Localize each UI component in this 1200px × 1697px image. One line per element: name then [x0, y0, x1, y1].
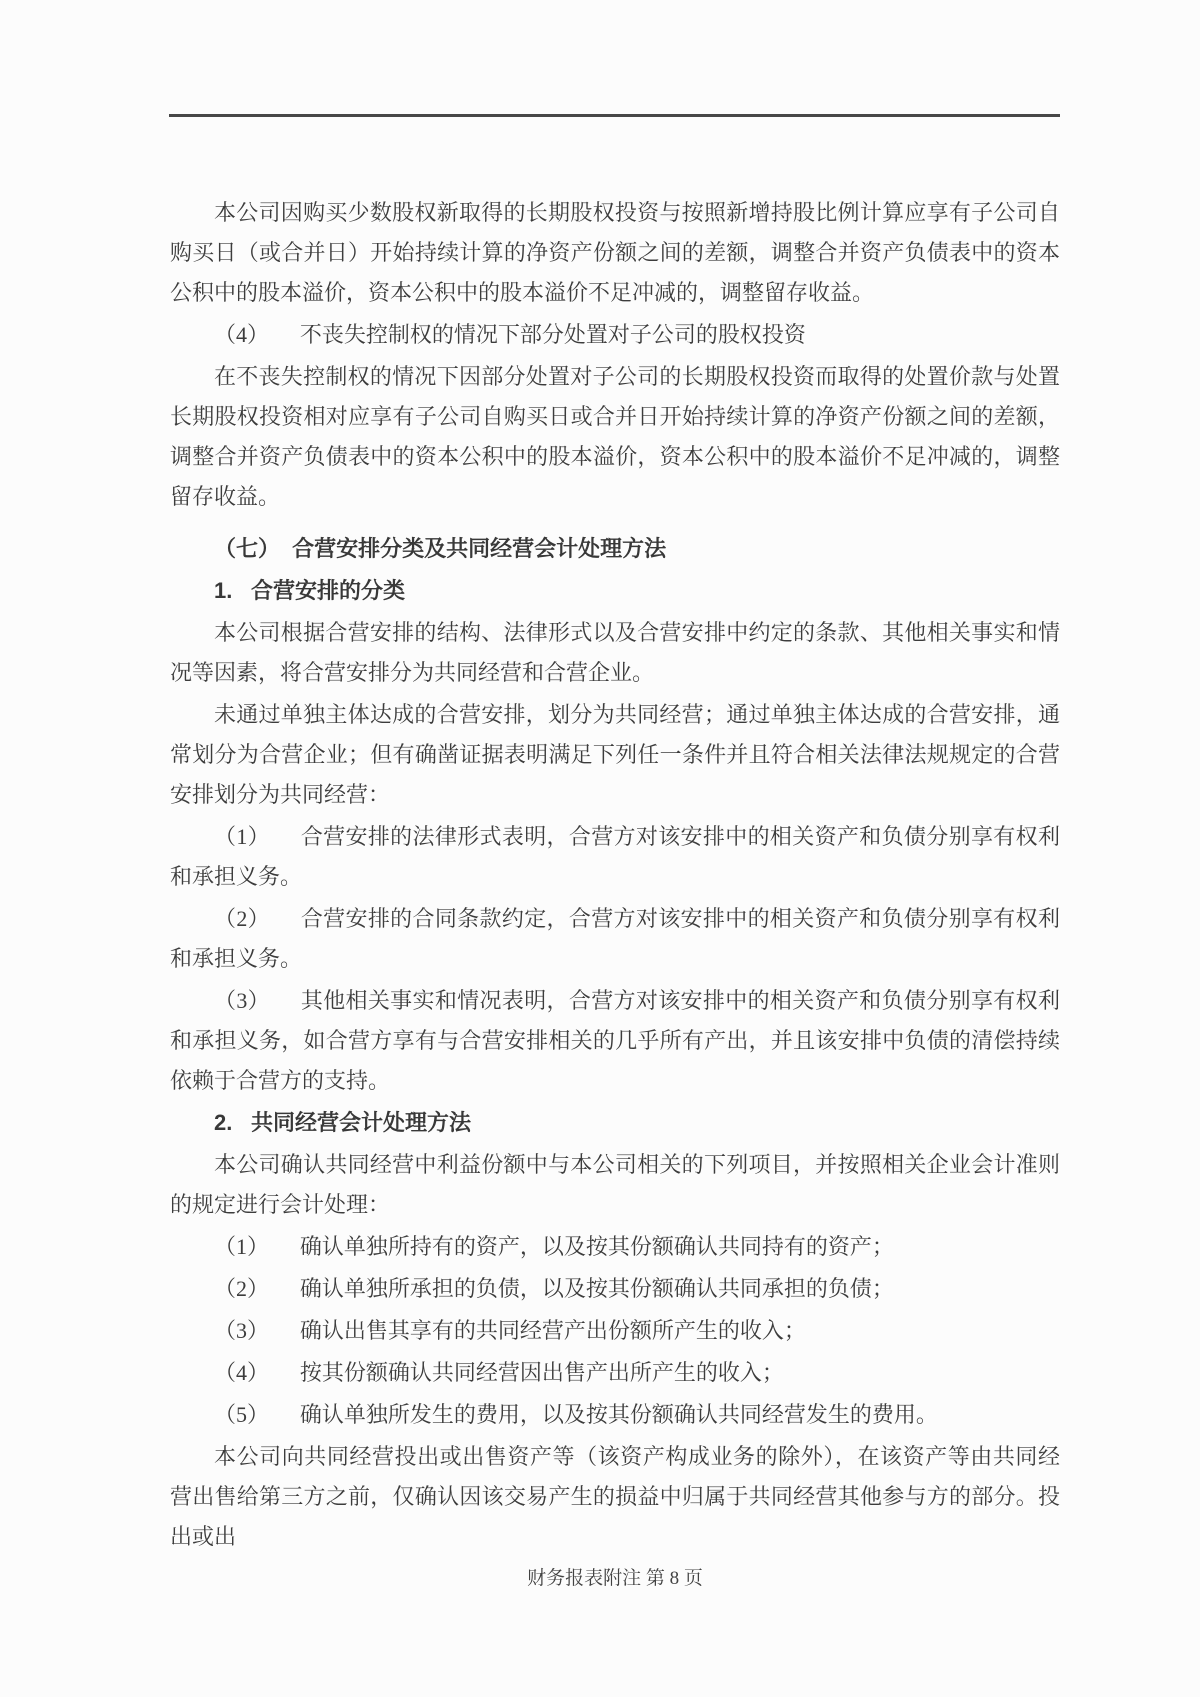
footer-text: 财务报表附注 第 8 页 [527, 1568, 703, 1589]
item-text: 按其份额确认共同经营因出售产出所产生的收入； [299, 1360, 784, 1385]
item-number: （1） [214, 824, 271, 849]
numbered-item [170, 1269, 1060, 1309]
section-heading [170, 529, 1060, 569]
numbered-item [170, 1395, 1060, 1435]
item-number: （4） [214, 322, 270, 347]
body-paragraph: 本公司根据合营安排的结构、法律形式以及合营安排中约定的条款、其他相关事实和情况等因素，将合营安排分为共同经营和合营企业。 [170, 620, 1060, 685]
item-text: 其他相关事实和情况表明，合营方对该安排中的相关资产和负债分别享有权利和承担义务，如合营方享有与合营安排相关的几乎所有产出，并且该安排中负债的清偿持续依赖于合营方的支持。 [170, 988, 1060, 1093]
item-number: （2） [214, 906, 271, 931]
item-text: 合营安排的法律形式表明，合营方对该安排中的相关资产和负债分别享有权利和承担义务。 [170, 824, 1060, 889]
document-body [170, 193, 1060, 1559]
section-title: 合营安排分类及共同经营会计处理方法 [292, 536, 667, 561]
subsection-number: 2. [214, 1110, 233, 1135]
body-paragraph: 在不丧失控制权的情况下因部分处置对子公司的长期股权投资而取得的处置价款与处置长期股权投资相对应享有子公司自购买日或合并日开始持续计算的净资产份额之间的差额，调整合并资产负债表中的资本公积中的股本溢价，资本公积中的股本溢价不足冲减的，调整留存收益。 [170, 364, 1060, 509]
item-text: 确认单独所发生的费用，以及按其份额确认共同经营发生的费用。 [299, 1402, 938, 1427]
body-paragraph: 本公司确认共同经营中利益份额中与本公司相关的下列项目，并按照相关企业会计准则的规定进行会计处理： [170, 1152, 1060, 1217]
numbered-item [170, 1227, 1060, 1267]
page-footer [170, 1564, 1060, 1594]
item-number: （2） [214, 1276, 270, 1301]
section-number: （七） [214, 536, 281, 561]
numbered-item [170, 1353, 1060, 1393]
numbered-item [170, 817, 1060, 897]
body-paragraph: 本公司因购买少数股权新取得的长期股权投资与按照新增持股比例计算应享有子公司自购买日（或合并日）开始持续计算的净资产份额之间的差额，调整合并资产负债表中的资本公积中的股本溢价，资本公积中的股本溢价不足冲减的，调整留存收益。 [170, 200, 1060, 305]
subsection-heading [170, 1103, 1060, 1143]
item-text: 确认出售其享有的共同经营产出份额所产生的收入； [299, 1318, 806, 1343]
subsection-number: 1. [214, 578, 233, 603]
numbered-item [170, 315, 1060, 355]
item-number: （5） [214, 1402, 270, 1427]
item-text: 确认单独所承担的负债，以及按其份额确认共同承担的负债； [299, 1276, 894, 1301]
subsection-title: 共同经营会计处理方法 [251, 1110, 472, 1135]
body-paragraph: 未通过单独主体达成的合营安排，划分为共同经营；通过单独主体达成的合营安排，通常划分为合营企业；但有确凿证据表明满足下列任一条件并且符合相关法律法规规定的合营安排划分为共同经营： [170, 702, 1060, 807]
item-number: （3） [214, 988, 271, 1013]
item-text: 合营安排的合同条款约定，合营方对该安排中的相关资产和负债分别享有权利和承担义务。 [170, 906, 1060, 971]
item-number: （1） [214, 1234, 270, 1259]
subsection-heading [170, 571, 1060, 611]
numbered-item [170, 981, 1060, 1101]
item-number: （4） [214, 1360, 270, 1385]
body-paragraph: 本公司向共同经营投出或出售资产等（该资产构成业务的除外），在该资产等由共同经营出售给第三方之前，仅确认因该交易产生的损益中归属于共同经营其他参与方的部分。投出或出 [170, 1444, 1060, 1549]
item-number: （3） [214, 1318, 270, 1343]
item-text: 不丧失控制权的情况下部分处置对子公司的股权投资 [299, 322, 806, 347]
numbered-item [170, 899, 1060, 979]
subsection-title: 合营安排的分类 [251, 578, 406, 603]
item-text: 确认单独所持有的资产，以及按其份额确认共同持有的资产； [299, 1234, 894, 1259]
numbered-item [170, 1311, 1060, 1351]
header-rule [169, 114, 1060, 117]
